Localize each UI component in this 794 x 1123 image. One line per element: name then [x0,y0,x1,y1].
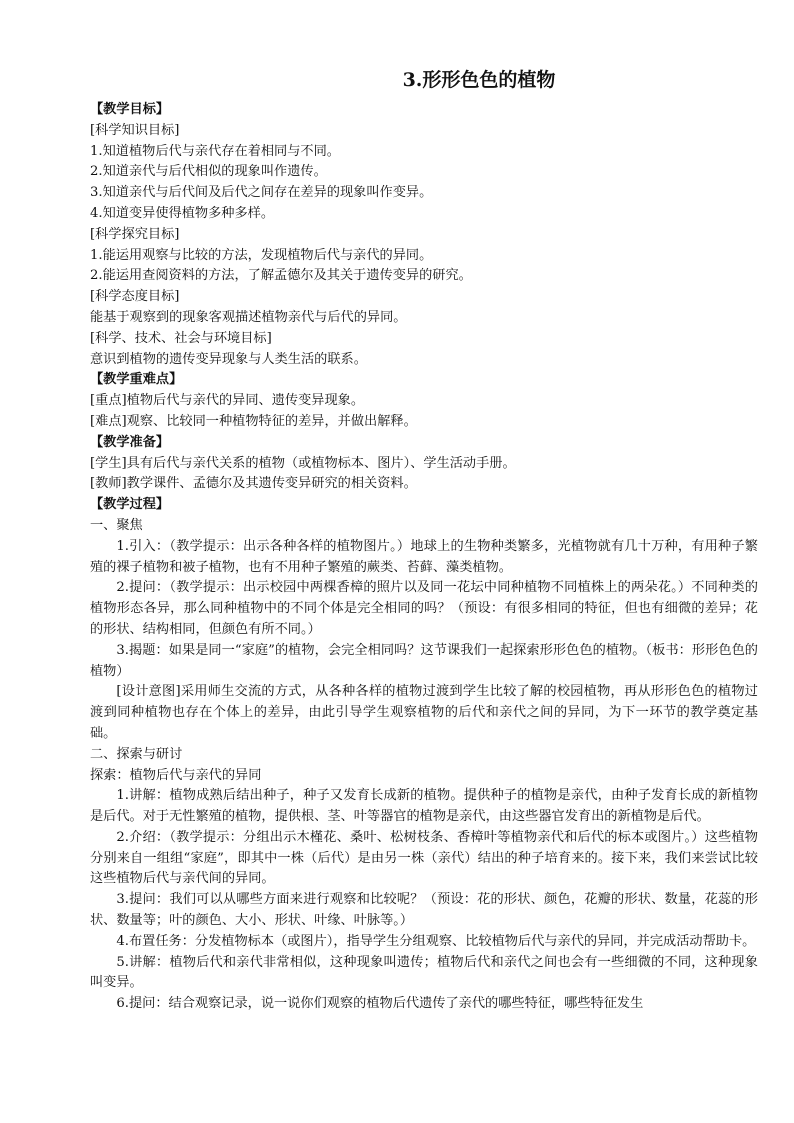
section-heading: 【教学目标】 [90,102,170,117]
section-heading: 【教学重难点】 [90,372,183,388]
text-line: [科学知识目标] [90,122,180,138]
paragraph: 5.讲解：植物后代和亲代非常相似，这种现象叫遗传；植物后代和亲代之间也会有一些细微的不同，这种现象叫变异。 [90,954,758,991]
text-line: 意识到植物的遗传变异现象与人类生活的联系。 [90,351,367,367]
text-line: 4.知道变异使得植物多种多样。 [90,205,275,221]
paragraph: 2.介绍：（教学提示：分组出示木槿花、桑叶、松树枝条、香樟叶等植物亲代和后代的标本或图片。）这些植物分别来自一组组“家庭”，即其中一株（后代）是由另一株（亲代）结出的种子培育来的。接下来，我们来尝试比较这些植物后代与亲代间的异同。 [90,829,758,887]
paragraph: 1.引入：（教学提示：出示各种各样的植物图片。）地球上的生物种类繁多，光植物就有几十万种，有用种子繁殖的裸子植物和被子植物，也有不用种子繁殖的蕨类、苔藓、藻类植物。 [90,538,758,575]
paragraph: 4.布置任务：分发植物标本（或图片），指导学生分组观察、比较植物后代与亲代的异同，并完成活动帮助卡。 [116,933,756,949]
paragraph: 6.提问：结合观察记录，说一说你们观察的植物后代遗传了亲代的哪些特征，哪些特征发生 [116,996,644,1012]
document-body [90,100,758,1015]
text-line: [教师]教学课件、孟德尔及其遗传变异研究的相关资料。 [90,476,417,492]
section-heading: 【教学准备】 [90,434,170,450]
paragraph: 2.提问：（教学提示：出示校园中两棵香樟的照片以及同一花坛中同种植物不同植株上的两朵花。）不同种类的植物形态各异，那么同种植物中的不同个体是完全相同的吗？（预设：有很多相同的特征，但也有细微的差异；花的形状、结构相同，但颜色有所不同。） [90,580,758,637]
text-line: 二、探索与研讨 [90,746,183,762]
text-line: [科学探究目标] [90,226,180,242]
text-line: [难点]观察、比较同一种植物特征的差异，并做出解释。 [90,413,417,429]
text-line: [重点]植物后代与亲代的异同、遗传变异现象。 [90,393,365,409]
text-line: [科学、技术、社会与环境目标] [90,330,272,346]
text-line: 2.能运用查阅资料的方法，了解孟德尔及其关于遗传变异的研究。 [90,268,472,284]
text-line: 1.能运用观察与比较的方法，发现植物后代与亲代的异同。 [90,247,433,263]
text-line: 一、聚焦 [90,517,143,533]
document-title: 3.形形色色的植物 [402,69,556,91]
section-heading: 【教学过程】 [90,497,170,513]
text-line: 探索：植物后代与亲代的异同 [90,767,262,783]
text-line: 2.知道亲代与后代相似的现象叫作遗传。 [90,164,327,180]
text-line: 能基于观察到的现象客观描述植物亲代与后代的异同。 [90,309,407,325]
paragraph: 3.提问：我们可以从哪些方面来进行观察和比较呢？（预设：花的形状、颜色，花瓣的形状、数量，花蕊的形状、数量等；叶的颜色、大小、形状、叶缘、叶脉等。） [90,892,758,929]
paragraph: 3.揭题：如果是同一“家庭”的植物，会完全相同吗？这节课我们一起探索形形色色的植物。（板书：形形色色的植物） [90,642,758,679]
document-page [90,66,758,1015]
text-line: 3.知道亲代与后代间及后代之间存在差异的现象叫作变异。 [90,185,433,201]
paragraph: 1.讲解：植物成熟后结出种子，种子又发育长成新的植物。提供种子的植物是亲代，由种子发育长成的新植物是后代。对于无性繁殖的植物，提供根、茎、叶等器官的植物是亲代，由这些器官发育出的新植物是后代。 [90,788,758,825]
paragraph: [设计意图]采用师生交流的方式，从各种各样的植物过渡到学生比较了解的校园植物，再从形形色色的植物过渡到同种植物也存在个体上的差异，由此引导学生观察植物的后代和亲代之间的异同，为下一环节的教学奠定基础。 [90,684,758,741]
text-line: [科学态度目标] [90,289,180,305]
text-line: [学生]具有后代与亲代关系的植物（或植物标本、图片）、学生活动手册。 [90,455,516,471]
text-line: 1.知道植物后代与亲代存在着相同与不同。 [90,143,340,159]
